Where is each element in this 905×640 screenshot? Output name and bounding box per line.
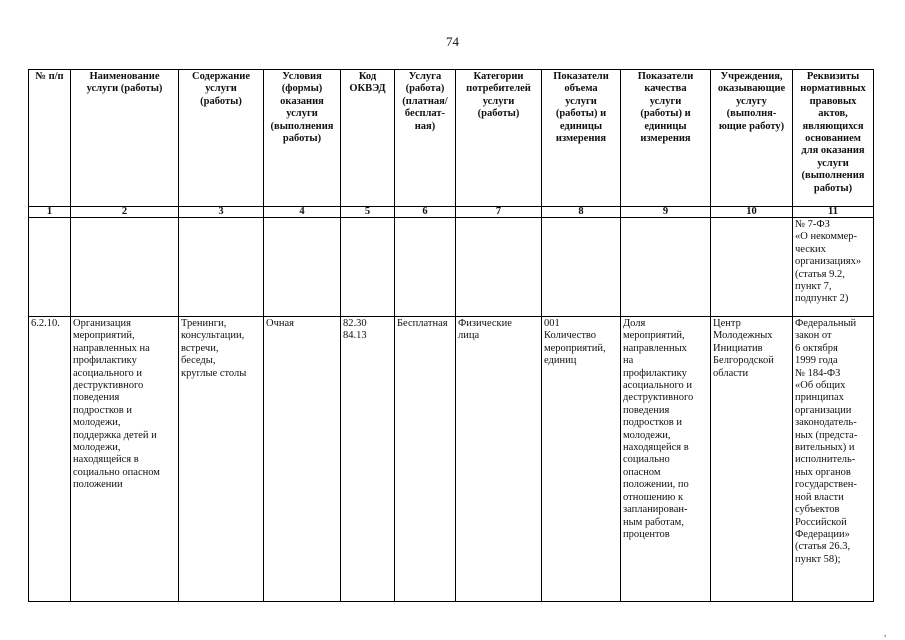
service-conditions: Очная bbox=[264, 317, 341, 602]
empty-cell bbox=[71, 218, 179, 317]
empty-cell bbox=[179, 218, 264, 317]
column-number: 3 bbox=[179, 207, 264, 218]
column-number: 9 bbox=[621, 207, 711, 218]
empty-cell bbox=[395, 218, 456, 317]
header-institutions: Учреждения, оказывающие услугу (выполня- ющие работу) bbox=[711, 70, 793, 207]
row-number: 6.2.10. bbox=[29, 317, 71, 602]
consumer-categories: Физические лица bbox=[456, 317, 542, 602]
volume-indicators: 001 Количество мероприятий, единиц bbox=[542, 317, 621, 602]
column-number: 11 bbox=[793, 207, 874, 218]
providing-institution: Центр Молодежных Инициатив Белгородской области bbox=[711, 317, 793, 602]
header-quality-indicators: Показатели качества услуги (работы) и единицы измерения bbox=[621, 70, 711, 207]
empty-cell bbox=[29, 218, 71, 317]
column-number: 1 bbox=[29, 207, 71, 218]
service-name: Организация мероприятий, направленных на профилактику асоциального и деструктивного поведения подростков и молодежи, поддержка детей и молодежи, находящейся в социально опасном положении bbox=[71, 317, 179, 602]
column-number: 10 bbox=[711, 207, 793, 218]
scan-mark: , bbox=[884, 628, 887, 638]
services-table bbox=[28, 69, 874, 602]
column-number: 5 bbox=[341, 207, 395, 218]
column-number: 4 bbox=[264, 207, 341, 218]
header-consumers: Категории потребителей услуги (работы) bbox=[456, 70, 542, 207]
legal-acts-continuation: № 7-ФЗ «О некоммер- ческих организациях» (статья 9.2, пункт 7, подпункт 2) bbox=[793, 218, 874, 317]
empty-cell bbox=[711, 218, 793, 317]
column-number: 8 bbox=[542, 207, 621, 218]
header-service-name: Наименование услуги (работы) bbox=[71, 70, 179, 207]
table-row bbox=[29, 317, 874, 602]
empty-cell bbox=[456, 218, 542, 317]
header-volume-indicators: Показатели объема услуги (работы) и единицы измерения bbox=[542, 70, 621, 207]
empty-cell bbox=[341, 218, 395, 317]
header-legal-acts: Реквизиты нормативных правовых актов, являющихся основанием для оказания услуги (выполнения работы) bbox=[793, 70, 874, 207]
header-num: № п/п bbox=[29, 70, 71, 207]
column-number: 2 bbox=[71, 207, 179, 218]
column-number: 6 bbox=[395, 207, 456, 218]
column-numbers-row bbox=[29, 207, 874, 218]
service-content: Тренинги, консультации, встречи, беседы, круглые столы bbox=[179, 317, 264, 602]
continuation-row bbox=[29, 218, 874, 317]
paid-status: Бесплатная bbox=[395, 317, 456, 602]
empty-cell bbox=[621, 218, 711, 317]
header-service-content: Содержание услуги (работы) bbox=[179, 70, 264, 207]
header-okved: Код ОКВЭД bbox=[341, 70, 395, 207]
header-row bbox=[29, 70, 874, 207]
column-number: 7 bbox=[456, 207, 542, 218]
legal-acts: Федеральный закон от 6 октября 1999 года № 184-ФЗ «Об общих принципах организации законодатель- ных (предста- вительных) и исполнитель- ных органов государствен- ной власти субъектов Российской Федерации» (статья 26.3, пункт 58); bbox=[793, 317, 874, 602]
empty-cell bbox=[264, 218, 341, 317]
header-conditions: Условия (формы) оказания услуги (выполнения работы) bbox=[264, 70, 341, 207]
quality-indicators: Доля мероприятий, направленных на профилактику асоциального и деструктивного поведения подростков и молодежи, находящейся в социально опасном положении, по отношению к запланирован- ным работам, процентов bbox=[621, 317, 711, 602]
page-number: 74 bbox=[446, 34, 459, 49]
okved-codes: 82.30 84.13 bbox=[341, 317, 395, 602]
empty-cell bbox=[542, 218, 621, 317]
header-paid: Услуга (работа) (платная/ бесплат- ная) bbox=[395, 70, 456, 207]
